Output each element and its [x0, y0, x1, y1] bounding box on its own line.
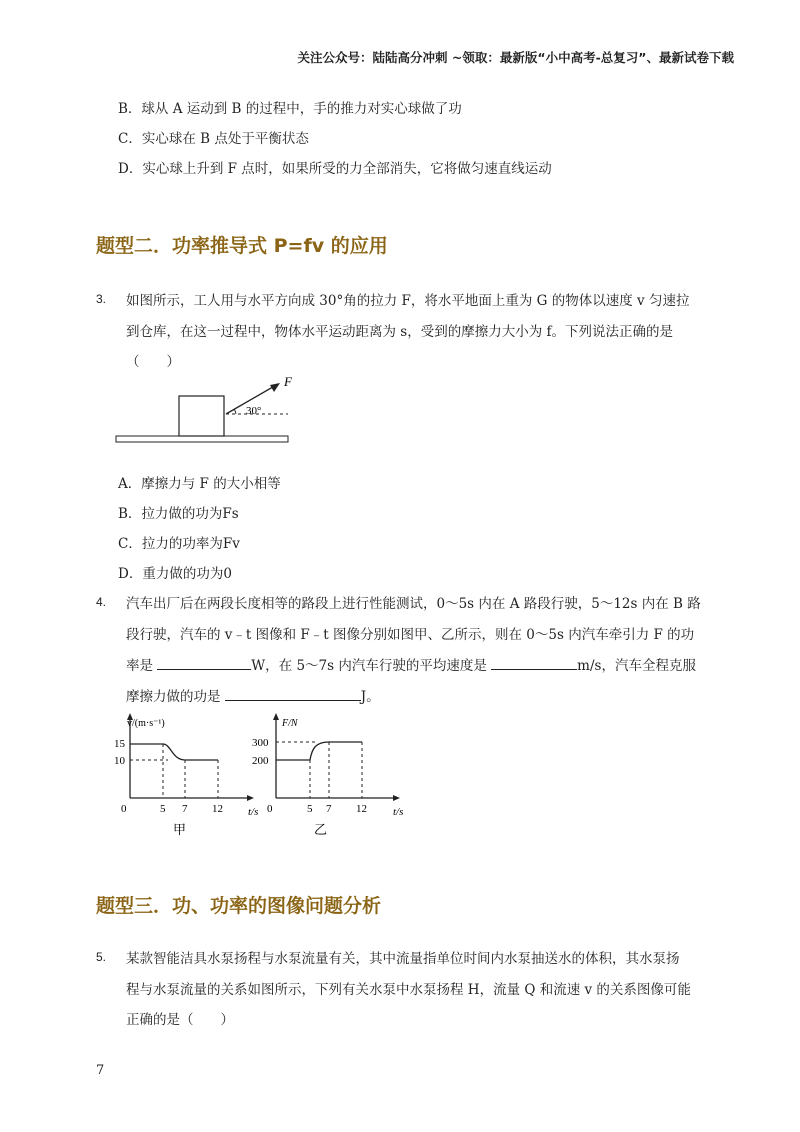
q4-line-1: 汽车出厂后在两段长度相等的路段上进行性能测试，0～5s 内在 A 路段行驶，5～12s 内在 B 路	[126, 596, 701, 612]
jia-curve	[130, 744, 218, 760]
section-3-title: 题型三．功、功率的图像问题分析	[96, 895, 382, 917]
page-header: 关注公众号：陆陆高分冲刺 ~领取：最新版“小中高考-总复习”、最新试卷下载	[297, 50, 734, 65]
q3-number: 3.	[96, 292, 107, 306]
q4-number: 4.	[96, 595, 107, 609]
q3-line-3: （ ）	[126, 354, 180, 370]
ground-surface	[116, 436, 288, 442]
yi-xtick-7: 7	[326, 803, 332, 815]
section-2-title: 题型二．功率推导式 P=fv 的应用	[96, 235, 388, 257]
page-number: 7	[96, 1063, 105, 1078]
yi-x-arrow	[393, 795, 400, 801]
q3-option-c: C．拉力的功率为Fv	[118, 536, 240, 552]
jia-origin: 0	[121, 803, 127, 815]
q4-line-4-text-b: J。	[360, 689, 380, 705]
q5-line-3: 正确的是（ ）	[126, 1012, 234, 1028]
angle-arc	[234, 409, 236, 414]
jia-xtick-12: 12	[212, 803, 223, 815]
prev-option-c: C．实心球在 B 点处于平衡状态	[118, 131, 309, 147]
graph-yi-ft	[248, 712, 418, 837]
q5-line-2: 程与水泵流量的关系如图所示，下列有关水泵中水泵扬程 H，流量 Q 和流速 v 的关系图像可能	[126, 982, 691, 998]
yi-origin: 0	[267, 803, 273, 815]
yi-xlabel: t/s	[393, 806, 404, 818]
q3-line-2: 到仓库，在这一过程中，物体水平运动距离为 s，受到的摩擦力大小为 f。下列说法正确的是	[126, 324, 674, 340]
jia-xtick-7: 7	[182, 803, 188, 815]
force-arrow-head	[270, 383, 280, 392]
jia-caption: 甲	[173, 822, 187, 837]
yi-curve	[276, 742, 362, 760]
jia-ytick-15: 15	[114, 738, 125, 750]
yi-ytick-300: 300	[252, 737, 269, 749]
q4-line-3-text-a: 率是	[126, 658, 153, 674]
q3-option-a: A．摩擦力与 F 的大小相等	[118, 476, 281, 492]
q4-line-3-text-b: W，在 5～7s 内汽车行驶的平均速度是	[251, 658, 487, 674]
q4-line-4	[126, 685, 380, 705]
q3-option-d: D．重力做的功为0	[118, 566, 232, 582]
yi-caption: 乙	[314, 822, 328, 837]
yi-ylabel: F/N	[282, 718, 298, 729]
q3-force-diagram	[110, 372, 300, 448]
answer-blank-power[interactable]	[157, 657, 251, 670]
yi-y-arrow	[273, 713, 279, 720]
q4-line-3	[126, 654, 696, 674]
block-object	[179, 396, 224, 436]
answer-blank-avg-speed[interactable]	[491, 657, 577, 670]
force-label: F	[284, 374, 292, 389]
q4-line-4-text-a: 摩擦力做的功是	[126, 689, 221, 705]
prev-option-d: D．实心球上升到 F 点时，如果所受的力全部消失，它将做匀速直线运动	[118, 161, 552, 177]
yi-xtick-12: 12	[356, 803, 367, 815]
prev-option-b: B．球从 A 运动到 B 的过程中，手的推力对实心球做了功	[118, 101, 462, 117]
q3-option-b: B．拉力做的功为Fs	[118, 506, 239, 522]
answer-blank-friction-work[interactable]	[225, 688, 361, 701]
jia-ytick-10: 10	[114, 755, 125, 767]
jia-ylabel: v/(m·s⁻¹)	[127, 718, 165, 729]
graph-jia-vt	[108, 712, 268, 837]
angle-label: 30°	[246, 405, 262, 417]
q5-number: 5.	[96, 950, 107, 964]
q4-line-2: 段行驶，汽车的 v﹣t 图像和 F﹣t 图像分别如图甲、乙所示，则在 0～5s 内汽车牵引力 F 的功	[126, 627, 695, 643]
q4-line-3-text-c: m/s，汽车全程克服	[577, 658, 696, 674]
q5-line-1: 某款智能洁具水泵扬程与水泵流量有关，其中流量指单位时间内水泵抽送水的体积，其水泵扬	[126, 951, 680, 967]
jia-xlabel: t/s	[248, 806, 259, 818]
yi-xtick-5: 5	[307, 803, 313, 815]
jia-xtick-5: 5	[160, 803, 166, 815]
q3-line-1: 如图所示，工人用与水平方向成 30°角的拉力 F，将水平地面上重为 G 的物体以速度 v 匀速拉	[126, 293, 690, 309]
yi-ytick-200: 200	[252, 755, 269, 767]
